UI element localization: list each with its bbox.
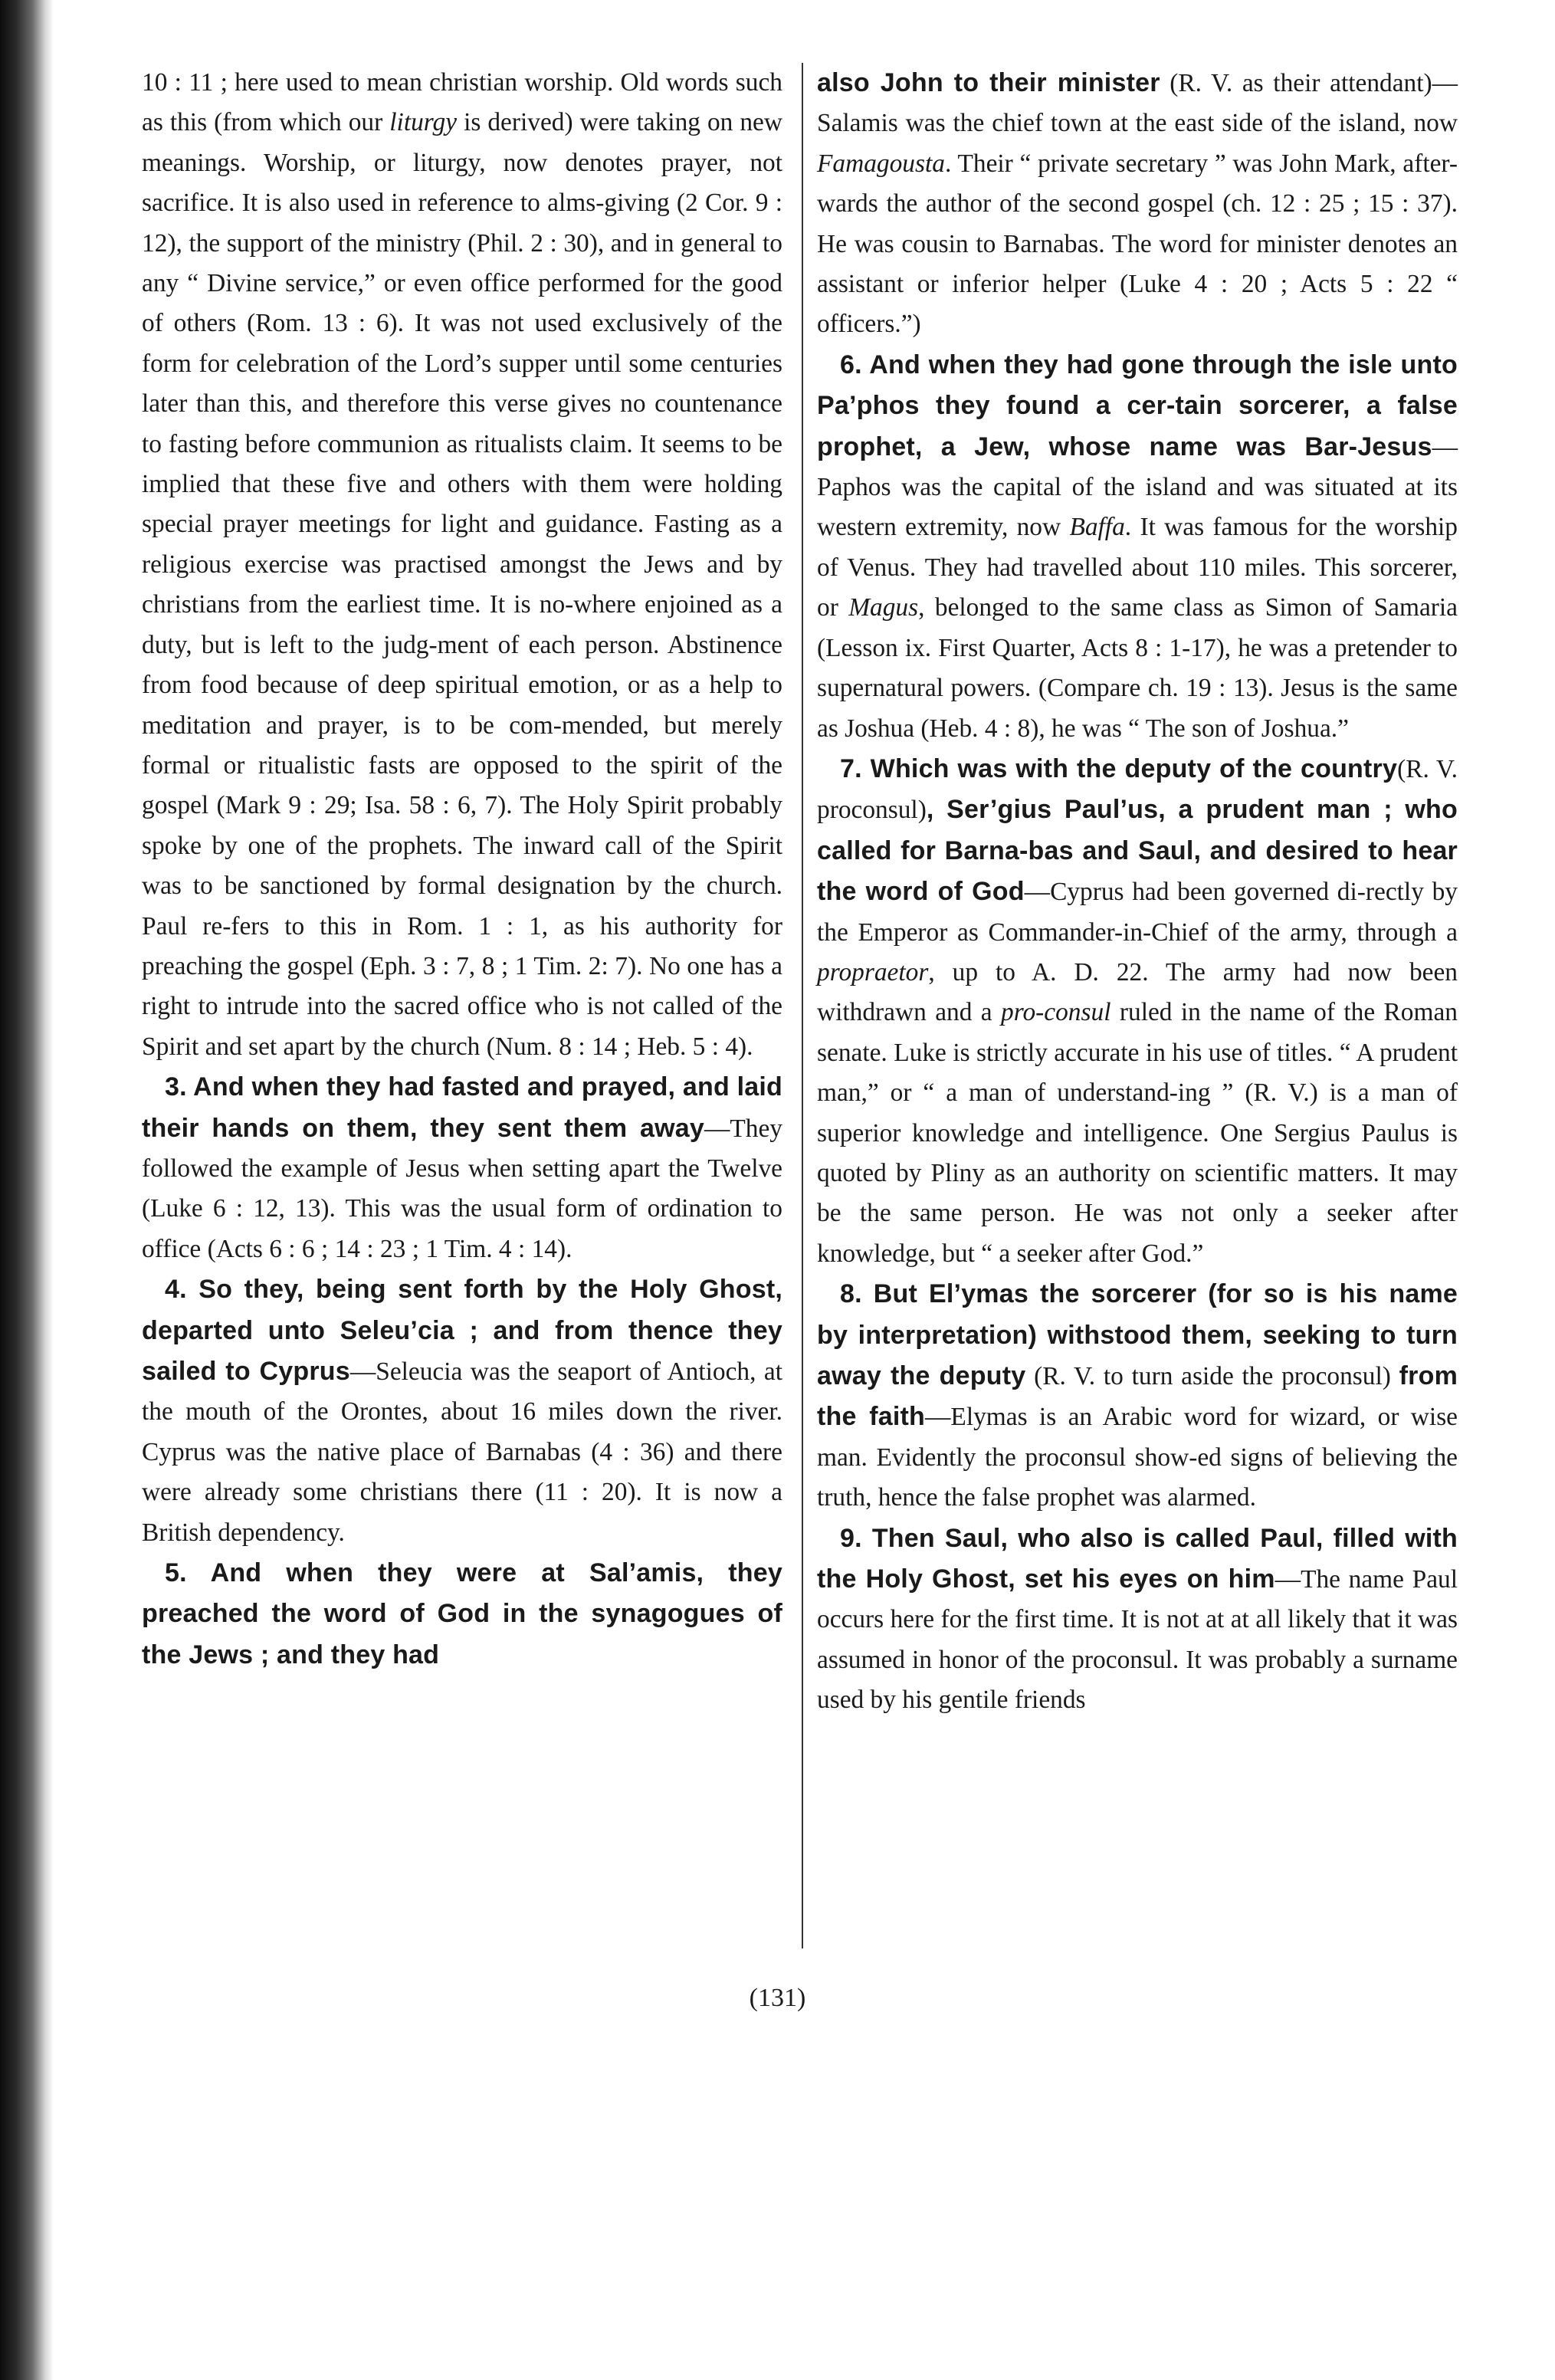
verse-7: [817, 749, 1458, 1274]
commentary-text: —The name Paul occurs here for the first time. It is not at at all likely that it was assumed in honor of the proconsul. It was probably a surname used by his gentile friends: [817, 1565, 1458, 1715]
verse-heading: 4. So they, being sent forth by the Holy Ghost, departed unto Seleu’cia ; and from thence they sailed to Cyprus: [142, 1275, 782, 1386]
verse-heading: 7. Which was with the deputy of the country: [840, 753, 1398, 783]
right-column: [817, 63, 1458, 1721]
italic-term: Magus: [848, 593, 919, 622]
column-divider: [802, 63, 803, 1948]
italic-term: pro-consul: [1001, 998, 1111, 1027]
commentary-paragraph: [142, 63, 782, 1067]
verse-3: [142, 1067, 782, 1269]
commentary-text: , up to A. D. 22. The army had now been withdrawn and a: [817, 957, 1458, 1027]
verse-heading: 6. And when they had gone through the isle unto Pa’phos they found a cer-tain sorcerer, a false prophet, a Jew, whose name was Bar-Jesus: [817, 350, 1458, 461]
verse-heading: 8. But El’ymas the sorcerer (for so is his name by interpretation) withstood them, seeking to turn away the deputy: [817, 1279, 1458, 1390]
left-column: [142, 63, 782, 1676]
italic-term: liturgy: [389, 108, 458, 137]
italic-term: Baffa: [1069, 513, 1125, 542]
page-number: (131): [749, 1984, 806, 2012]
commentary-text: is derived) were taking on new meanings. Worship, or liturgy, now denotes prayer, not sacrifice. It is also used in reference to alms-giving (2 Cor. 9 : 12), the support of the ministry (Phil. 2 : 30), and in general to any “ Divine service,” or even office performed for the good of others (Rom. 13 : 6). It was not used exclusively of the form for celebration of the Lord’s supper until some centuries later than this, and therefore this verse gives no countenance to fasting before communion as ritualists claim. It seems to be implied that these five and others with them were holding special prayer meetings for light and guidance. Fasting as a religious exercise was practised amongst the Jews and by christians from the earliest time. It is no-where enjoined as a duty, but is left to the judg-ment of each person. Abstinence from food because of deep spiritual emotion, or as a help to meditation and prayer, is to be com-mended, but merely formal or ritualistic fasts are opposed to the spirit of the gospel (Mark 9 : 29; Isa. 58 : 6, 7). The Holy Spirit probably spoke by one of the prophets. The inward call of the Spirit was to be sanctioned by formal designation by the church. Paul re-fers to this in Rom. 1 : 1, as his authority for preaching the gospel (Eph. 3 : 7, 8 ; 1 Tim. 2: 7). No one has a right to intrude into the sacred office who is not called of the Spirit and set apart by the church (Num. 8 : 14 ; Heb. 5 : 4).: [142, 108, 782, 1061]
verse-5-continued: [817, 63, 1458, 345]
commentary-text: —Cyprus had been governed di-rectly by the Emperor as Commander-in-Chief of the army, through a: [817, 878, 1458, 947]
verse-9: [817, 1518, 1458, 1721]
commentary-text: —They followed the example of Jesus when setting apart the Twelve (Luke 6 : 12, 13). This was the usual form of ordination to office (Acts 6 : 6 ; 14 : 23 ; 1 Tim. 4 : 14).: [142, 1114, 782, 1263]
commentary-text: . Their “ private secretary ” was John Mark, after-wards the author of the second gospel (ch. 12 : 25 ; 15 : 37). He was cousin to Barnabas. The word for minister denotes an assistant or inferior helper (Luke 4 : 20 ; Acts 5 : 22 “ officers.”): [817, 149, 1458, 339]
italic-term: Famagousta: [817, 149, 945, 178]
verse-heading: 5. And when they were at Sal’amis, they preached the word of God in the synagogues of the Jews ; and they had: [142, 1558, 782, 1669]
verse-heading: 9. Then Saul, who also is called Paul, filled with the Holy Ghost, set his eyes on him: [817, 1523, 1458, 1594]
commentary-text: —Paphos was the capital of the island and was situated at its western extremity, now: [817, 432, 1458, 542]
page-binding-edge: [0, 0, 54, 2380]
commentary-text: . It was famous for the worship of Venus. They had travelled about 110 miles. This sorcerer, or: [817, 513, 1458, 622]
verse-heading: also John to their minister: [817, 68, 1160, 97]
verse-4: [142, 1269, 782, 1553]
commentary-text: ruled in the name of the Roman senate. Luke is strictly accurate in his use of titles. “ A prudent man,” or “ a man of understand-ing ” (R. V.) is a man of superior knowledge and intelligence. One Sergius Paulus is quoted by Pliny as an authority on scientific matters. It may be the same person. He was not only a seeker after knowledge, but “ a seeker after God.”: [817, 998, 1458, 1268]
verse-6: [817, 345, 1458, 749]
commentary-text: (R. V. proconsul): [817, 754, 1458, 825]
verse-heading: 3. And when they had fasted and prayed, and laid their hands on them, they sent them away: [142, 1072, 782, 1143]
verse-heading: from the faith: [817, 1361, 1458, 1432]
italic-term: propraetor: [817, 957, 929, 986]
verse-5: [142, 1553, 782, 1676]
commentary-text: —Seleucia was the seaport of Antioch, at the mouth of the Orontes, about 16 miles down the river. Cyprus was the native place of Barnabas (4 : 36) and there were already some christians there (11 : 20). It is now a British dependency.: [142, 1357, 782, 1547]
verse-heading: , Ser’gius Paul’us, a prudent man ; who called for Barna-bas and Saul, and desired to hear the word of God: [817, 795, 1458, 907]
commentary-text: (R. V. as their attendant)—Salamis was the chief town at the east side of the island, now: [817, 69, 1458, 138]
commentary-text: , belonged to the same class as Simon of Samaria (Lesson ix. First Quarter, Acts 8 : 1-17), he was a pretender to supernatural powers. (Compare ch. 19 : 13). Jesus is the same as Joshua (Heb. 4 : 8), he was “ The son of Joshua.”: [817, 593, 1458, 743]
commentary-text: (R. V. to turn aside the proconsul): [1025, 1362, 1399, 1390]
verse-8: [817, 1274, 1458, 1518]
commentary-text: —Elymas is an Arabic word for wizard, or wise man. Evidently the proconsul show-ed signs of believing the truth, hence the false prophet was alarmed.: [817, 1403, 1458, 1512]
commentary-text: 10 : 11 ; here used to mean christian worship. Old words such as this (from which our: [142, 68, 782, 137]
